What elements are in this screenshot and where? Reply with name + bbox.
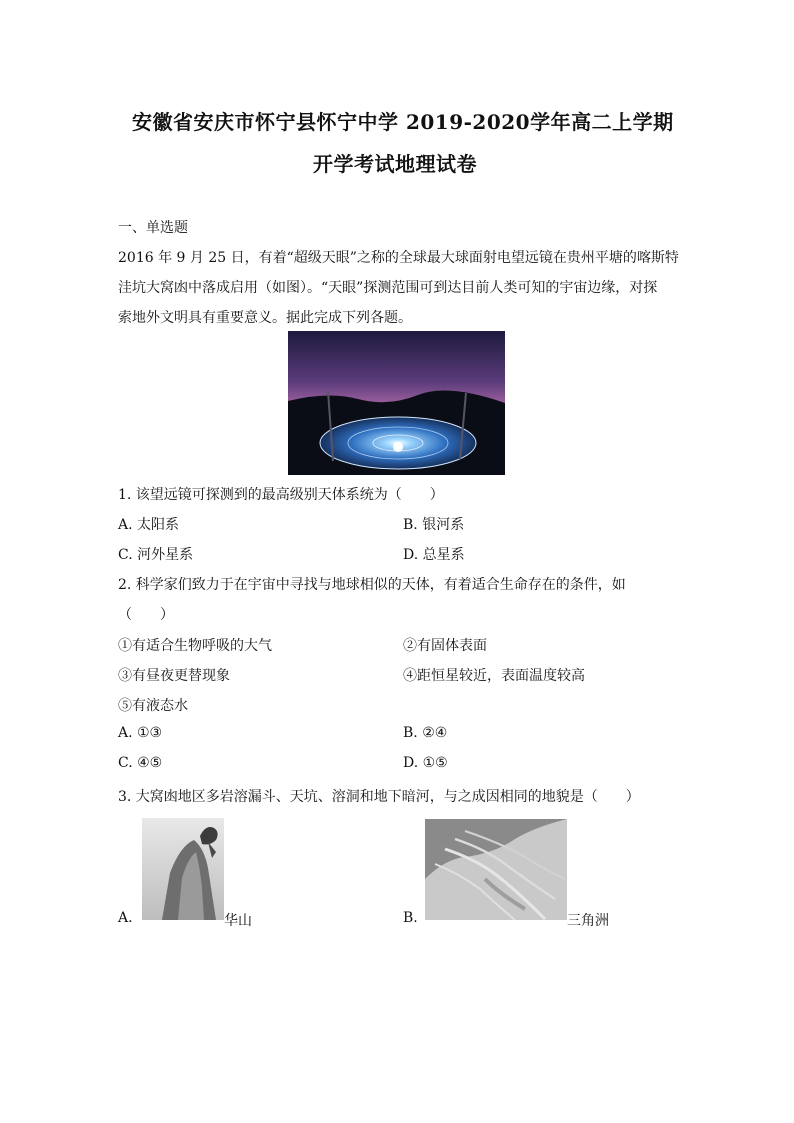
delta-photo bbox=[425, 819, 567, 920]
q2-option-d: D. ①⑤ bbox=[403, 755, 448, 771]
intro-line-1: 2016 年 9 月 25 日，有着“超级天眼”之称的全球最大球面射电望远镜在贵州平塘的喀斯特 bbox=[118, 250, 679, 266]
page-subtitle: 开学考试地理试卷 bbox=[313, 152, 477, 176]
question-2-stem: 2. 科学家们致力于在宇宙中寻找与地球相似的天体，有着适合生命存在的条件，如 bbox=[118, 577, 626, 593]
q1-option-b: B. 银河系 bbox=[403, 517, 465, 533]
intro-line-3: 索地外文明具有重要意义。据此完成下列各题。 bbox=[118, 310, 412, 326]
q1-option-d: D. 总星系 bbox=[403, 547, 465, 563]
q2-statement-5: ⑤有液态水 bbox=[118, 698, 188, 714]
question-3-stem: 3. 大窝凼地区多岩溶漏斗、天坑、溶洞和地下暗河，与之成因相同的地貌是（ ） bbox=[118, 789, 640, 805]
q1-option-a: A. 太阳系 bbox=[118, 517, 180, 533]
q2-option-a: A. ①③ bbox=[118, 725, 163, 741]
question-1-stem: 1. 该望远镜可探测到的最高级别天体系统为（ ） bbox=[118, 487, 444, 503]
section-heading: 一、单选题 bbox=[118, 220, 188, 236]
q1-option-c: C. 河外星系 bbox=[118, 547, 194, 563]
q2-option-b: B. ②④ bbox=[403, 725, 448, 741]
question-2-stem-cont: （ ） bbox=[118, 607, 174, 623]
q2-option-c: C. ④⑤ bbox=[118, 755, 163, 771]
page-title: 安徽省安庆市怀宁县怀宁中学 2019-2020学年高二上学期 bbox=[132, 110, 674, 134]
huashan-photo bbox=[142, 818, 224, 920]
q2-statement-3: ③有昼夜更替现象 bbox=[118, 668, 230, 684]
q3-option-b-label: B. bbox=[403, 910, 418, 926]
q2-statement-4: ④距恒星较近，表面温度较高 bbox=[403, 668, 585, 684]
q3-option-a-label: A. bbox=[118, 910, 133, 926]
q3-option-a-caption: 华山 bbox=[224, 913, 252, 929]
q2-statement-2: ②有固体表面 bbox=[403, 638, 487, 654]
intro-line-2: 洼坑大窝凼中落成启用（如图）。“天眼”探测范围可到达目前人类可知的宇宙边缘，对探 bbox=[118, 280, 658, 296]
telescope-photo bbox=[288, 331, 505, 475]
q3-option-b-caption: 三角洲 bbox=[567, 913, 609, 929]
q2-statement-1: ①有适合生物呼吸的大气 bbox=[118, 638, 272, 654]
